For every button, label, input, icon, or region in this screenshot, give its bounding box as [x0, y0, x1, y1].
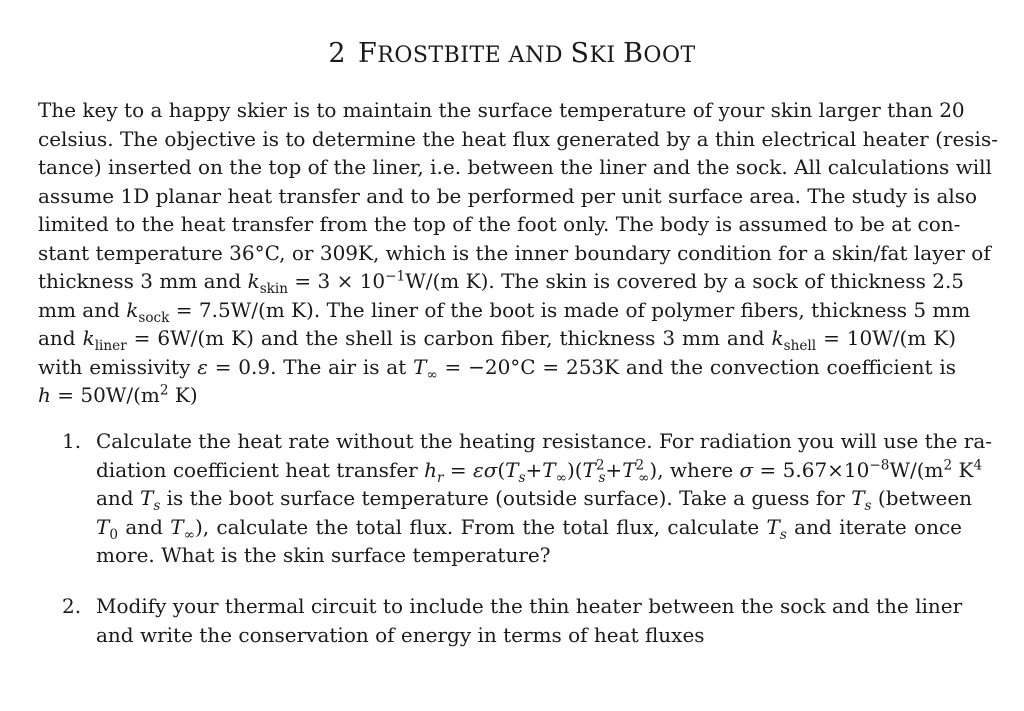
intro-line: stant temperature 36°C, or 309K, which is the inner boundary condition for a skin/fat layer of [38, 240, 991, 265]
section-title: 2 FROSTBITE AND SKI BOOT [328, 38, 696, 69]
intro-line: The key to a happy skier is to maintain the surface temperature of your skin larger than 20 [38, 98, 965, 122]
item-number: 2. [62, 594, 82, 618]
item-line: diation coefficient heat transfer $h_r = \varepsilon\sigma(T_s+T_\infty)(T^2_s+T^2_\infty)$, where $\sigma = 5.67\times 10^{-8}W/(m^2$ $K^4$ [96, 456, 983, 486]
intro-line: assume 1D planar heat transfer and to be performed per unit surface area. The study is also [38, 183, 978, 208]
item-line: more. What is the skin surface temperature? [96, 543, 551, 567]
item-line: and write the conservation of energy in terms of heat fluxes [96, 622, 705, 647]
intro-line: with emissivity ε = 0.9. The air is at $T_\infty = -20^\circ C = 253K$ and the convection coefficient is [38, 354, 956, 383]
item-number: 1. [62, 429, 82, 453]
intro-line: mm and $k_{sock} = 7.5W/(m$ K). The liner of the boot is made of polymer fibers, thickness 5 mm [38, 297, 971, 326]
intro-line: thickness 3 mm and $k_{skin} = 3 \times 10^{-1}W/(m$ K). The skin is covered by a sock of thickness 2.5 [38, 268, 965, 297]
intro-line: $h = 50W/(m^2$ K) [38, 382, 198, 407]
intro-line: limited to the heat transfer from the top of the foot only. The body is assumed to be at con- [38, 212, 961, 236]
intro-line: tance) inserted on the top of the liner, i.e. between the liner and the sock. All calculations will [38, 155, 992, 179]
intro-paragraph [38, 96, 998, 410]
item-line: $T_0$ and $T_\infty$), calculate the total flux. From the total flux, calculate $T_s$ and iterate once [96, 514, 962, 543]
item-line: Calculate the heat rate without the heating resistance. For radiation you will use the ra- [96, 429, 993, 453]
question-list-item [62, 427, 993, 570]
item-line: and $T_s$ is the boot surface temperature (outside surface). Take a guess for $T_s$ (between [96, 486, 973, 514]
intro-line: celsius. The objective is to determine the heat flux generated by a thin electrical heater (resis- [38, 126, 998, 151]
intro-line: and $k_{liner} = 6W/(m$ K) and the shell is carbon fiber, thickness 3 mm and $k_{shell} = 10W/(m$ K) [38, 326, 957, 354]
item-line: Modify your thermal circuit to include the thin heater between the sock and the liner [96, 594, 963, 618]
section-number: 2 [328, 38, 347, 69]
question-list-item [62, 592, 962, 649]
